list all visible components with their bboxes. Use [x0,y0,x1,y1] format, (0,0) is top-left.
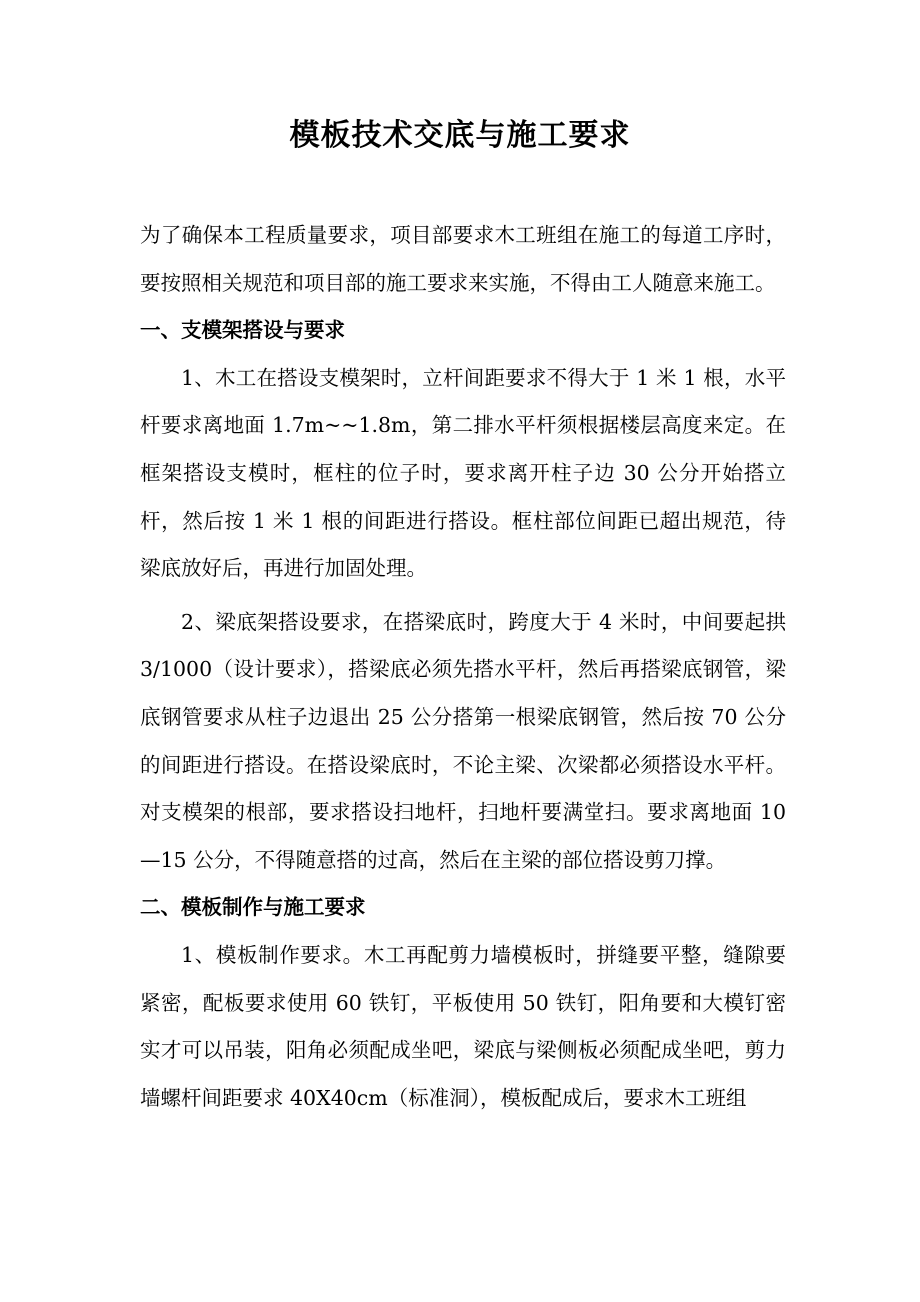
document-title: 模板技术交底与施工要求 [289,118,631,153]
section-heading-1: 一、支模架搭设与要求 [140,318,345,343]
section-heading-2: 二、模板制作与施工要求 [140,895,366,920]
section-1-paragraph-2: 2、梁底架搭设要求，在搭梁底时，跨度大于 4 米时，中间要起拱 3/1000（设计要求），搭梁底必须先搭水平杆，然后再搭梁底钢管，梁底钢管要求从柱子边退出 25 公分搭第一根梁底钢管，然后按 70 公分的间距进行搭设。在搭设梁底时，不论主梁、次梁都必须搭设水平杆。对支模架的根部，要求搭设扫地杆，扫地杆要满堂扫。要求离地面 10—15 公分，不得随意搭的过高，然后在主梁的部位搭设剪刀撑。 [140,609,786,872]
document-body [140,212,786,1122]
intro-paragraph: 为了确保本工程质量要求，项目部要求木工班组在施工的每道工序时，要按照相关规范和项目部的施工要求来实施，不得由工人随意来施工。 [140,223,786,295]
section-2-paragraph-1: 1、模板制作要求。木工再配剪力墙模板时，拼缝要平整，缝隙要紧密，配板要求使用 60 铁钉，平板使用 50 铁钉，阳角要和大模钉密实才可以吊装，阳角必须配成坐吧，梁底与梁侧板必须配成坐吧，剪力墙螺杆间距要求 40X40cm（标准洞），模板配成后，要求木工班组 [140,942,786,1110]
section-1-paragraph-1: 1、木工在搭设支模架时，立杆间距要求不得大于 1 米 1 根，水平杆要求离地面 1.7m~~1.8m，第二排水平杆须根据楼层高度来定。在框架搭设支模时，框柱的位子时，要求离开柱子边 30 公分开始搭立杆，然后按 1 米 1 根的间距进行搭设。框柱部位间距已超出规范，待梁底放好后，再进行加固处理。 [140,365,786,581]
